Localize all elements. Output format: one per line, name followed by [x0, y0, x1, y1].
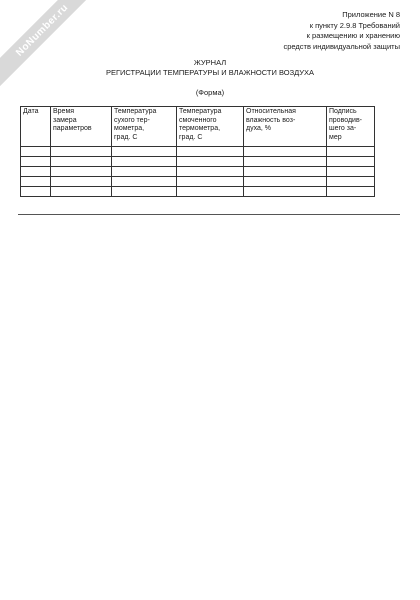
- column-header-date: [21, 107, 51, 147]
- watermark-text: NoNumber.ru: [13, 1, 71, 59]
- table-cell: [21, 167, 51, 177]
- column-header-signature: [327, 107, 375, 147]
- table-cell: [112, 157, 177, 167]
- appendix-note: [283, 10, 400, 52]
- column-header-time: [51, 107, 112, 147]
- table-cell: [21, 187, 51, 197]
- table-cell: [327, 187, 375, 197]
- table-cell: [51, 177, 112, 187]
- table-cell: [244, 157, 327, 167]
- table-cell: [327, 167, 375, 177]
- column-header-wet-temp: [177, 107, 244, 147]
- column-header-humidity: [244, 107, 327, 147]
- journal-table: [20, 106, 375, 197]
- form-label: (Форма): [195, 88, 225, 97]
- table-cell: [112, 177, 177, 187]
- table-row: [21, 147, 375, 157]
- table-cell: [21, 147, 51, 157]
- table-cell: [177, 157, 244, 167]
- table-row: [21, 177, 375, 187]
- table-cell: [112, 167, 177, 177]
- title-line-1: ЖУРНАЛ: [193, 58, 227, 67]
- table-cell: [21, 177, 51, 187]
- table-cell: [21, 157, 51, 167]
- appendix-line: средств индивидуальной защиты: [283, 41, 400, 51]
- table-cell: [327, 157, 375, 167]
- table-cell: [177, 167, 244, 177]
- table-cell: [112, 147, 177, 157]
- table-cell: [51, 157, 112, 167]
- table-cell: [244, 187, 327, 197]
- table-row: [21, 187, 375, 197]
- table-header-row: [21, 107, 375, 147]
- table-cell: [327, 147, 375, 157]
- column-header-label: Подпись проводив- шего за- мер: [329, 108, 363, 141]
- column-header-label: Дата: [23, 108, 39, 115]
- table-cell: [177, 177, 244, 187]
- column-header-label: Температура сухого тер- мометра, град. С: [114, 108, 157, 141]
- table-cell: [112, 187, 177, 197]
- table-row: [21, 157, 375, 167]
- table-row: [21, 167, 375, 177]
- title-line-2: РЕГИСТРАЦИИ ТЕМПЕРАТУРЫ И ВЛАЖНОСТИ ВОЗДУХА: [105, 68, 315, 77]
- column-header-label: Относительная влажность воз- духа, %: [246, 108, 296, 132]
- page-divider: [18, 214, 400, 215]
- column-header-label: Температура смоченного термометра, град. С: [179, 108, 222, 141]
- column-header-label: Время замера параметров: [53, 108, 92, 132]
- table-cell: [244, 147, 327, 157]
- appendix-line: Приложение N 8: [342, 10, 400, 19]
- table-cell: [51, 147, 112, 157]
- document-title: [0, 58, 420, 78]
- table-cell: [51, 187, 112, 197]
- table-cell: [244, 167, 327, 177]
- table-cell: [177, 147, 244, 157]
- column-header-dry-temp: [112, 107, 177, 147]
- table-cell: [51, 167, 112, 177]
- table-cell: [244, 177, 327, 187]
- table-cell: [177, 187, 244, 197]
- appendix-line: к размещению и хранению: [306, 31, 400, 40]
- table-cell: [327, 177, 375, 187]
- appendix-line: к пункту 2.9.8 Требований: [309, 20, 400, 30]
